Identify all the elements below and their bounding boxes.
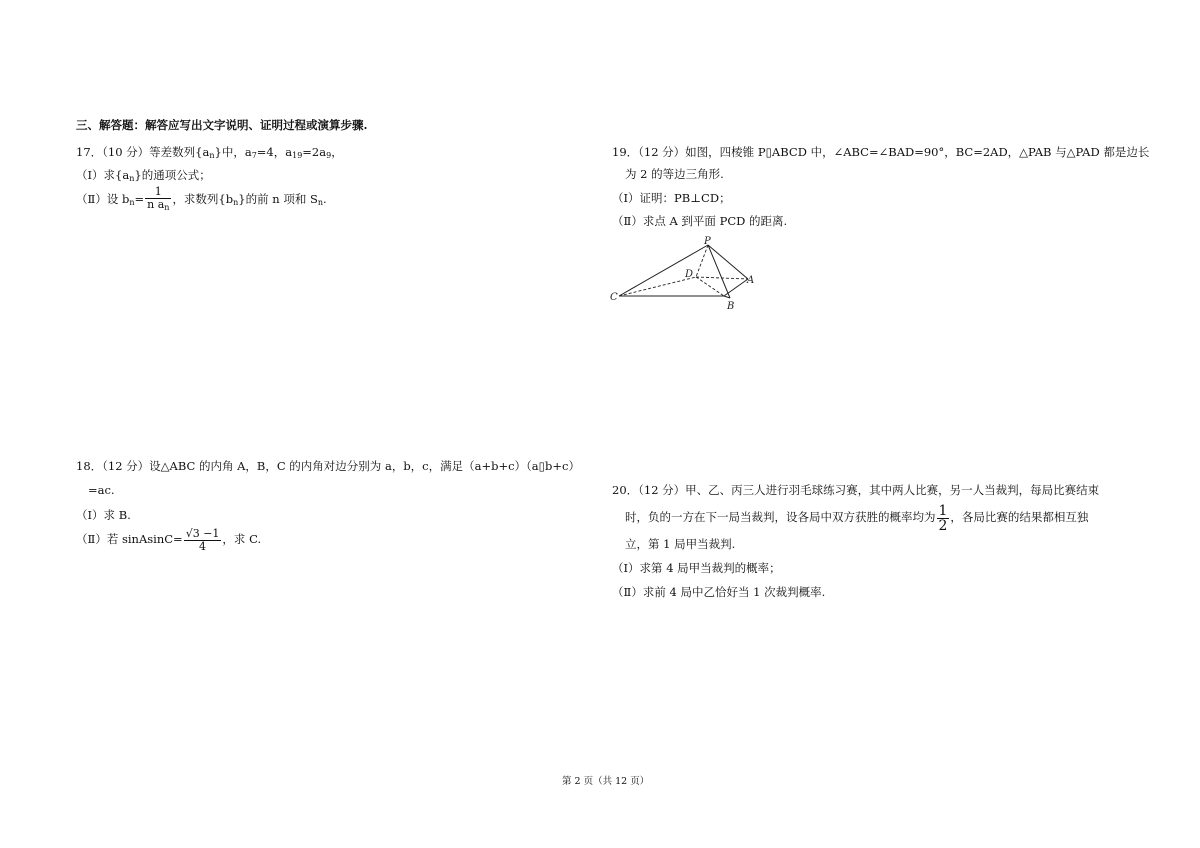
missing-glyph: ▯: [765, 145, 772, 159]
q17-text-b: }中，a: [214, 145, 252, 159]
edge-cp: [619, 245, 708, 296]
fraction-denominator-text: n a: [147, 198, 165, 211]
edge-ba: [724, 279, 748, 296]
vertex-label-c: C: [610, 292, 618, 303]
edge-pd: [696, 245, 708, 277]
q17-part2-b: ，求数列{b: [172, 192, 234, 206]
edge-pb: [708, 245, 730, 298]
fraction-denominator: 2: [938, 517, 948, 534]
pyramid-figure: [600, 232, 770, 314]
q17-sub: n: [209, 151, 215, 160]
q17-text-e: ，: [331, 145, 343, 159]
vertex-label-a: A: [747, 275, 755, 286]
q17-part2-eq: =: [134, 192, 145, 206]
q18-part1: （Ⅰ）求 B.: [76, 508, 131, 522]
fraction-numerator: √3 −1: [185, 526, 220, 540]
q20-stem: 20．（12 分）甲、乙、丙三人进行羽毛球练习赛，其中两人比赛，另一人当裁判，每局比赛结束: [612, 483, 1100, 497]
edge-db: [696, 277, 724, 296]
missing-glyph: ▯: [538, 459, 545, 473]
q19-text-a: 19．（12 分）如图，四棱锥 P: [612, 145, 766, 159]
q18-part2-b: ，求 C.: [222, 532, 262, 546]
q17-part2-d: .: [323, 192, 327, 206]
q17-part1-b: }的通项公式；: [134, 168, 211, 182]
q17-part2-c: }的前 n 项和 S: [238, 192, 318, 206]
q18-text: 18．（12 分）设△ABC 的内角 A，B，C 的内角对边分别为 a，b，c，满足（a+b+c）（a: [76, 459, 539, 473]
q17-text-c: =4，a: [256, 145, 293, 159]
q18-part2: [76, 526, 261, 553]
q17-sub: 7: [251, 151, 257, 160]
vertex-label-p: P: [704, 236, 711, 247]
q18-text-end: b+c）: [545, 459, 580, 473]
section-header: 三、解答题：解答应写出文字说明、证明过程或演算步骤.: [76, 118, 368, 132]
vertex-label-b: B: [727, 301, 735, 312]
q18-stem: [76, 458, 580, 474]
q19-part2: （Ⅱ）求点 A 到平面 PCD 的距离.: [612, 214, 788, 228]
q17-part2-sub: n: [129, 198, 135, 207]
q17-text-d: =2a: [302, 145, 327, 159]
fraction-denominator: 4: [199, 539, 207, 553]
q17-part1: [76, 167, 211, 187]
q20-stem-line3: 立，第 1 局甲当裁判.: [625, 537, 736, 551]
q17-part2-a: （Ⅱ）设 b: [76, 192, 130, 206]
q19-part1: （Ⅰ）证明：PB⊥CD；: [612, 191, 731, 205]
q17-part2-sub: n: [233, 198, 239, 207]
q18-stem-cont: =ac.: [88, 483, 115, 497]
q17-part1-sub: n: [129, 174, 135, 183]
q20-line2-b: ，各局比赛的结果都相互独: [950, 510, 1089, 524]
fraction-numerator: 1: [145, 186, 171, 199]
q17-part1-a: （Ⅰ）求{a: [76, 168, 130, 182]
q20-part1: （Ⅰ）求第 4 局甲当裁判的概率；: [612, 561, 781, 575]
q17-fraction: [145, 186, 171, 214]
q20-fraction: [937, 504, 950, 533]
q19-stem: [612, 144, 1149, 160]
pyramid-diagram: [600, 232, 770, 314]
edge-pa: [708, 245, 748, 279]
q18-part2-a: （Ⅱ）若 sinAsinC=: [76, 532, 183, 546]
fraction-denominator: [145, 199, 171, 214]
q17-sub: 9: [326, 151, 332, 160]
q17-text-a: 17．（10 分）等差数列{a: [76, 145, 210, 159]
q19-stem-cont: 为 2 的等边三角形.: [625, 167, 724, 181]
q20-line2-a: 时，负的一方在下一局当裁判，设各局中双方获胜的概率均为: [625, 510, 936, 524]
q17-part2: [76, 186, 327, 215]
q20-stem-line2: [625, 502, 1088, 533]
page-footer: 第 2 页（共 12 页）: [562, 776, 650, 787]
vertex-label-d: D: [685, 269, 694, 280]
fraction-numerator: 1: [938, 502, 948, 519]
q17-part2-sub: n: [317, 198, 324, 207]
fraction-denominator-sub: n: [164, 203, 170, 212]
q20-part2: （Ⅱ）求前 4 局中乙恰好当 1 次裁判概率.: [612, 585, 826, 599]
q19-text-b: ABCD 中，∠ABC=∠BAD=90°，BC=2AD，△PAB 与△PAD 都是边长: [771, 145, 1150, 159]
q18-fraction: [184, 528, 222, 553]
q17-sub: 19: [292, 151, 303, 160]
q17-stem: [76, 144, 343, 164]
